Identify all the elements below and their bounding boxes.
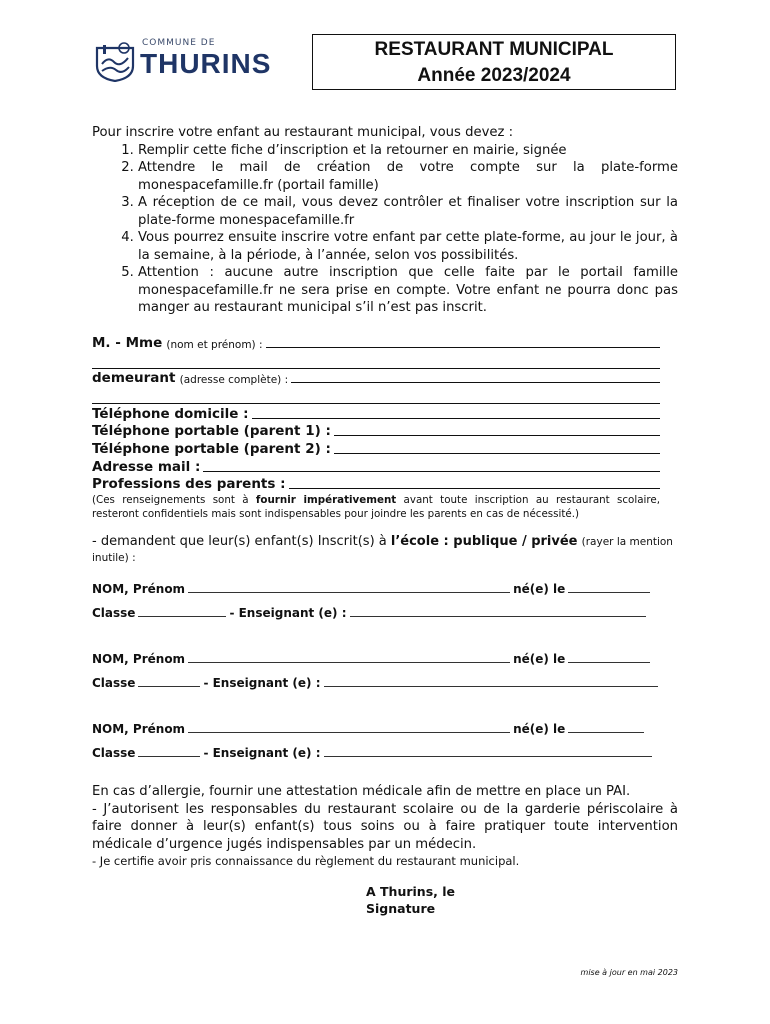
parent-info-form xyxy=(92,333,660,521)
class-label: Classe xyxy=(92,676,136,690)
request-text: - demandent que leur(s) enfant(s) Inscrit(s) à xyxy=(92,534,391,549)
instruction-step: 4. Vous pourrez ensuite inscrire votre enfant par cette plate-forme, au jour le jour, à la semaine, à la période, à l’année, selon vos possibilités. xyxy=(138,229,678,264)
municipal-logo xyxy=(94,38,304,84)
address-line[interactable] xyxy=(291,381,660,383)
birth-date-line[interactable] xyxy=(568,591,650,593)
instruction-step: 1. Remplir cette fiche d’inscription et la retourner en mairie, signée xyxy=(138,142,678,160)
child-name-line[interactable] xyxy=(188,591,510,593)
mobile-parent2-label: Téléphone portable (parent 2) : xyxy=(92,440,331,457)
update-note: mise à jour en mai 2023 xyxy=(580,968,678,977)
confidentiality-note xyxy=(92,493,660,521)
child-name-label: NOM, Prénom xyxy=(92,722,186,736)
teacher-line[interactable] xyxy=(324,755,652,757)
note-after: avant toute inscription au restaurant scolaire, resteront confidentiels mais sont indispensables pour joindre les parents en cas de nécessité.) xyxy=(92,494,660,521)
child-entry xyxy=(92,580,653,620)
school-request xyxy=(92,534,678,566)
birth-date-line[interactable] xyxy=(568,731,644,733)
child-name-line[interactable] xyxy=(188,661,510,663)
mobile-parent2-line[interactable] xyxy=(334,452,660,454)
professions-line[interactable] xyxy=(289,487,660,489)
teacher-line[interactable] xyxy=(324,685,658,687)
email-label: Adresse mail : xyxy=(92,458,201,475)
child-name-label: NOM, Prénom xyxy=(92,652,186,666)
mobile-parent1-line[interactable] xyxy=(334,434,660,436)
mobile-parent1-field[interactable] xyxy=(92,422,660,440)
child-name-line[interactable] xyxy=(188,731,510,733)
class-label: Classe xyxy=(92,606,136,620)
parent-name-field[interactable] xyxy=(92,333,660,351)
instruction-step: 3. A réception de ce mail, vous devez contrôler et finaliser votre inscription sur la plate-forme monespacefamille.fr xyxy=(138,194,678,229)
signature-label[interactable]: Signature xyxy=(366,901,436,916)
teacher-label: - Enseignant (e) : xyxy=(229,606,347,620)
school-choice[interactable]: l’école : publique / privée xyxy=(390,534,578,549)
child-entry xyxy=(92,720,655,760)
class-label: Classe xyxy=(92,746,136,760)
address-label: demeurant xyxy=(92,370,176,387)
home-phone-label: Téléphone domicile : xyxy=(92,405,249,422)
footer-statements xyxy=(92,783,678,871)
document-title-box xyxy=(312,34,676,90)
teacher-line[interactable] xyxy=(350,615,646,617)
authorization-statement: - J’autorisent les responsables du restaurant scolaire ou de la garderie périscolaire à faire donner à leur(s) enfant(s) tous soins ou à faire pratiquer toute intervention médicale d’urgence jugés indispensables par un médecin. xyxy=(92,801,678,852)
note-before: (Ces renseignements sont à xyxy=(92,494,256,507)
email-line[interactable] xyxy=(203,470,660,472)
birth-date-label: né(e) le xyxy=(513,582,566,596)
professions-label: Professions des parents : xyxy=(92,476,286,493)
instructions-list xyxy=(92,142,678,317)
address-hint: (adresse complète) : xyxy=(179,374,289,387)
place-date-label[interactable]: A Thurins, le xyxy=(366,884,456,899)
instructions-lead: Pour inscrire votre enfant au restaurant municipal, vous devez : xyxy=(92,125,514,140)
instruction-step: 5. Attention : aucune autre inscription que celle faite par le portail famille monespacefamille.fr ne sera prise en compte. Votre enfant ne pourra donc pas manger au restaurant municipal s’il n’est pas inscrit. xyxy=(138,264,678,317)
birth-date-label: né(e) le xyxy=(513,652,566,666)
home-phone-line[interactable] xyxy=(252,417,660,419)
address-field[interactable] xyxy=(92,369,660,387)
signature-block xyxy=(366,883,455,917)
parent-name-line-2[interactable] xyxy=(92,351,660,369)
teacher-label: - Enseignant (e) : xyxy=(203,746,321,760)
class-line[interactable] xyxy=(138,615,226,617)
note-bold: fournir impérativement xyxy=(255,494,397,507)
town-emblem-icon xyxy=(94,40,136,82)
school-year: Année 2023/2024 xyxy=(417,65,571,86)
logo-town-name: THURINS xyxy=(140,48,272,79)
child-name-label: NOM, Prénom xyxy=(92,582,186,596)
mobile-parent1-label: Téléphone portable (parent 1) : xyxy=(92,423,331,440)
parent-name-line[interactable] xyxy=(266,346,660,348)
home-phone-field[interactable] xyxy=(92,404,660,422)
professions-field[interactable] xyxy=(92,475,660,493)
certification-statement: - Je certifie avoir pris connaissance du règlement du restaurant municipal. xyxy=(92,854,520,868)
parent-name-label: M. - Mme xyxy=(92,334,163,351)
email-field[interactable] xyxy=(92,457,660,475)
birth-date-label: né(e) le xyxy=(513,722,566,736)
logo-commune-text: COMMUNE DE xyxy=(142,38,216,48)
child-entry xyxy=(92,650,661,690)
teacher-label: - Enseignant (e) : xyxy=(203,676,321,690)
document-title: RESTAURANT MUNICIPAL xyxy=(374,39,614,60)
class-line[interactable] xyxy=(138,755,200,757)
class-line[interactable] xyxy=(138,685,200,687)
mobile-parent2-field[interactable] xyxy=(92,439,660,457)
request-hint: (rayer la mention inutile) : xyxy=(92,536,673,564)
instruction-step: 2. Attendre le mail de création de votre compte sur la plate-forme monespacefamille.fr (portail famille) xyxy=(138,159,678,194)
parent-name-hint: (nom et prénom) : xyxy=(166,338,263,351)
instructions xyxy=(92,124,678,317)
address-line-2[interactable] xyxy=(92,386,660,404)
birth-date-line[interactable] xyxy=(568,661,650,663)
allergy-statement: En cas d’allergie, fournir une attestation médicale afin de mettre en place un PAI. xyxy=(92,784,631,799)
